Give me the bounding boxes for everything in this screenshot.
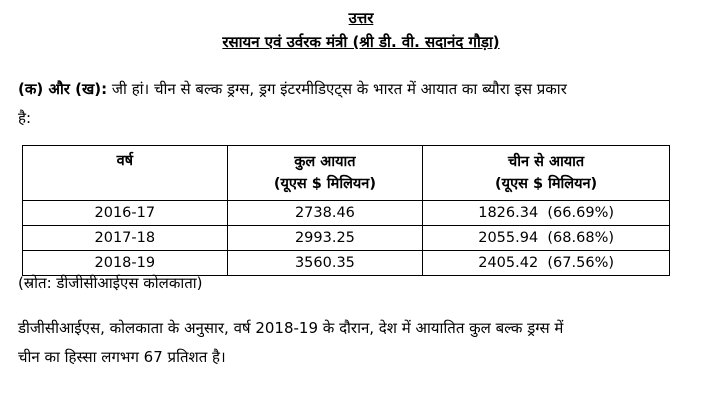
import-table [22, 145, 670, 276]
conclusion-line1: डीजीसीआईएस, कोलकाता के अनुसार, वर्ष 2018-19 के दौरान, देश में आयातित कुल बल्क ड्रग्स में [18, 319, 564, 337]
minister-subtitle: रसायन एवं उर्वरक मंत्री (श्री डी. वी. सदानंद गौड़ा) [222, 33, 500, 51]
conclusion-line2: चीन का हिस्सा लगभग 67 प्रतिशत है। [18, 348, 226, 366]
year-cell: 2017-18 [23, 226, 228, 251]
china-import-cell: 2055.94 (68.68%) [423, 226, 670, 251]
total-import-cell: 2738.46 [227, 201, 423, 226]
china-import-cell: 1826.34 (66.69%) [423, 201, 670, 226]
source-note: (स्रोत: डीजीसीआईएस कोलकाता) [18, 274, 203, 292]
table-header-row [23, 146, 670, 201]
year-cell: 2016-17 [23, 201, 228, 226]
header-china-imports: चीन से आयात (यूएस $ मिलियन) [423, 146, 670, 201]
answer-prefix: (क) और (ख): [18, 80, 108, 98]
page-title: उत्तर [348, 9, 374, 27]
table-row [23, 226, 670, 251]
header-total-imports: कुल आयात (यूएस $ मिलियन) [227, 146, 423, 201]
total-import-cell: 3560.35 [227, 251, 423, 276]
answer-text-line2: है: [18, 109, 32, 127]
year-cell: 2018-19 [23, 251, 228, 276]
conclusion-paragraph [18, 314, 670, 372]
china-import-cell: 2405.42 (67.56%) [423, 251, 670, 276]
table-row [23, 251, 670, 276]
table-row [23, 201, 670, 226]
answer-paragraph [18, 75, 670, 133]
header-year: वर्ष [23, 146, 228, 201]
answer-text-line1: जी हां। चीन से बल्क ड्रग्स, ड्रग इंटरमीडिएट्स के भारत में आयात का ब्यौरा इस प्रकार [107, 80, 567, 98]
total-import-cell: 2993.25 [227, 226, 423, 251]
